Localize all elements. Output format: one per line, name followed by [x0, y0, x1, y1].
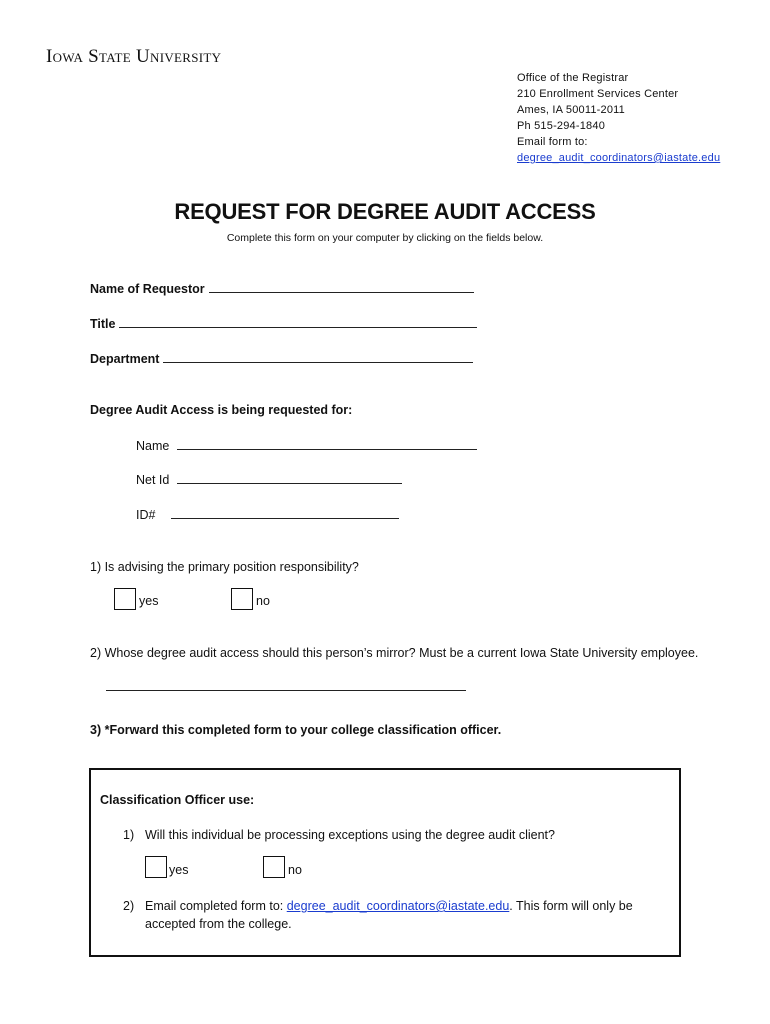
id-label: ID#: [136, 508, 156, 522]
netid-field[interactable]: [177, 472, 402, 484]
university-logo: Iowa State University: [46, 46, 222, 67]
officer-yes-label: yes: [169, 863, 189, 877]
requestor-name-field[interactable]: [209, 281, 474, 293]
address-street: 210 Enrollment Services Center: [517, 88, 679, 100]
officer-item2-suffix: . This form will only be: [509, 899, 633, 913]
title-label: Title: [90, 317, 116, 331]
title-row: [90, 316, 477, 331]
officer-heading: Classification Officer use:: [100, 793, 255, 807]
address-office: Office of the Registrar: [517, 72, 629, 84]
netid-row: [136, 472, 402, 487]
name-label: Name: [136, 439, 170, 453]
officer-no-checkbox[interactable]: [263, 856, 285, 878]
q1-yes-label: yes: [139, 594, 159, 608]
title-field[interactable]: [119, 316, 477, 328]
netid-label: Net Id: [136, 473, 170, 487]
form-subtitle: Complete this form on your computer by clicking on the fields below.: [226, 232, 544, 244]
question-2: 2) Whose degree audit access should this person’s mirror? Must be a current Iowa State University employee.: [90, 646, 699, 660]
address-email-label: Email form to:: [517, 136, 588, 148]
question-3: 3) *Forward this completed form to your college classification officer.: [90, 723, 502, 737]
id-row: [136, 507, 399, 522]
classification-officer-panel: [89, 768, 681, 957]
requested-for-heading: Degree Audit Access is being requested for:: [90, 403, 353, 417]
address-phone: Ph 515-294-1840: [517, 120, 606, 132]
requestor-label: Name of Requestor: [90, 282, 205, 296]
officer-item2-number: 2): [123, 899, 135, 913]
department-row: [90, 351, 473, 366]
officer-item2-prefix: Email completed form to:: [145, 899, 287, 913]
form-title: REQUEST FOR DEGREE AUDIT ACCESS: [174, 199, 596, 224]
name-row: [136, 438, 477, 453]
address-city: Ames, IA 50011-2011: [517, 104, 625, 116]
name-field[interactable]: [177, 438, 477, 450]
question-1: 1) Is advising the primary position responsibility?: [90, 560, 359, 574]
q1-no-checkbox[interactable]: [231, 588, 253, 610]
officer-no-label: no: [288, 863, 302, 877]
officer-item1-text: Will this individual be processing exceptions using the degree audit client?: [145, 828, 555, 842]
q1-yes-checkbox[interactable]: [114, 588, 136, 610]
id-field[interactable]: [171, 507, 399, 519]
officer-item2-line1: [145, 899, 633, 913]
requestor-row: [90, 281, 474, 296]
officer-yes-checkbox[interactable]: [145, 856, 167, 878]
officer-email-link[interactable]: degree_audit_coordinators@iastate.edu: [286, 899, 510, 913]
department-field[interactable]: [163, 351, 473, 363]
header-email-link[interactable]: degree_audit_coordinators@iastate.edu: [517, 152, 721, 164]
mirror-person-field[interactable]: [106, 681, 466, 691]
officer-item1-number: 1): [123, 828, 135, 842]
department-label: Department: [90, 352, 160, 366]
q1-no-label: no: [256, 594, 270, 608]
officer-item2-line2: accepted from the college.: [145, 917, 292, 931]
